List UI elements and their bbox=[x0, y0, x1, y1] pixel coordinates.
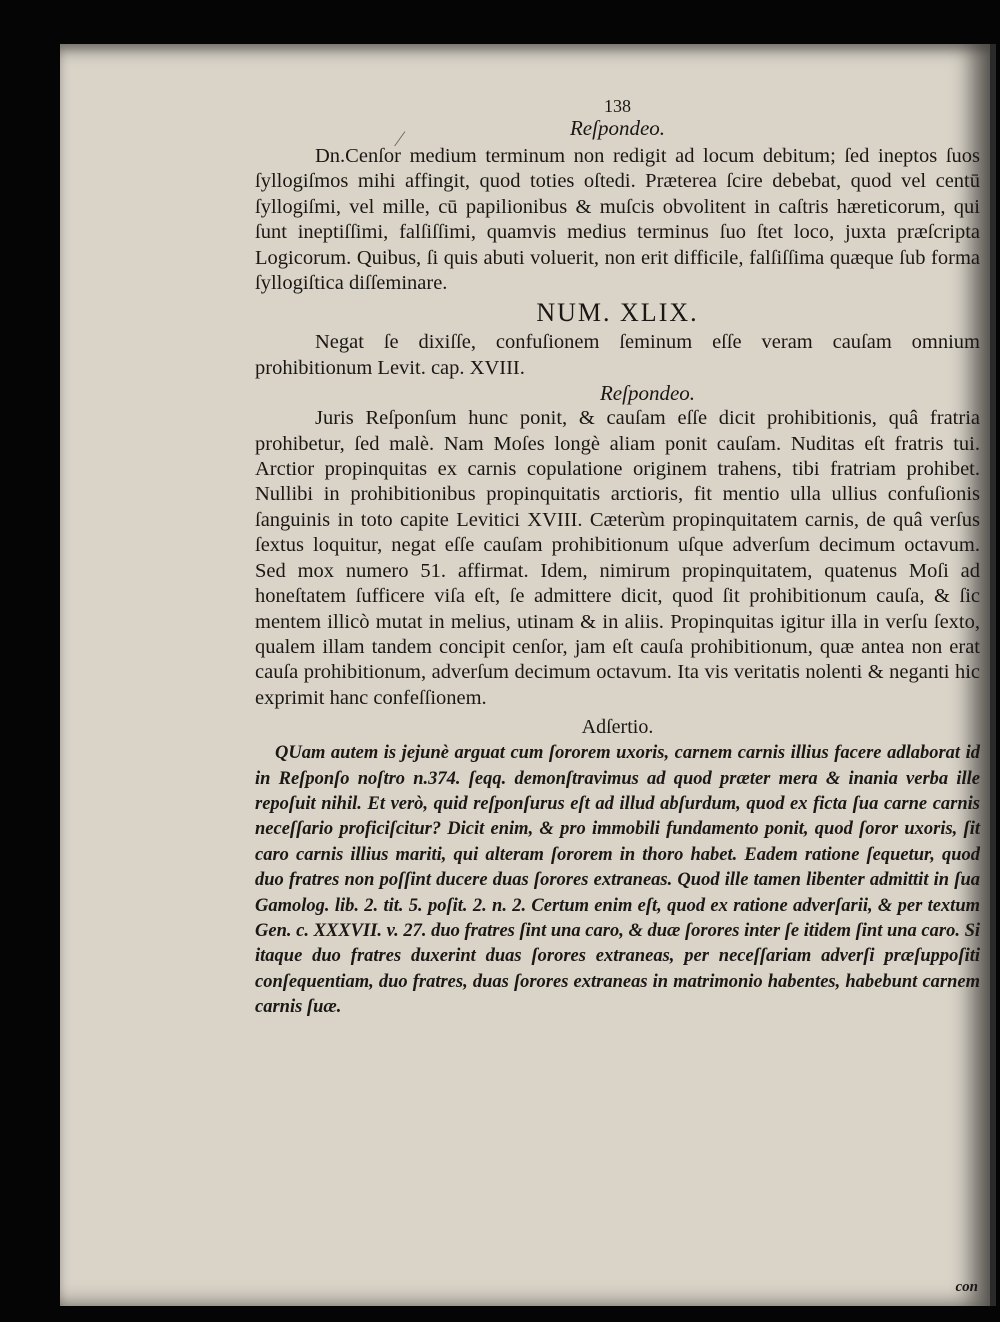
page-text bbox=[255, 96, 980, 1021]
paragraph-negat: Negat ſe dixiſſe, confuſionem ſeminum eſſe veram cauſam omnium prohibitionum Levit. cap. XVIII. bbox=[255, 331, 980, 379]
pen-stroke-mark: ⁄ bbox=[398, 126, 402, 151]
section-heading-adsertio: Adſertio. bbox=[581, 716, 654, 739]
paragraph-censor-medium: Dn.Cenſor medium terminum non redigit ad locum debitum; ſed ineptos ſuos ſyllogiſmos mihi affingit, quod toties oſtedi. Præterea ſcire debebat, quod vel centū ſyllogiſmi, vel mille, cū papilionibus & muſcis obvolitent in caſtris hæreticorum, qui ſunt ineptiſſimi, falſiſſimi, quamvis medius terminus ſuo ſtet loco, juxta præſcripta Logicorum. Quibus, ſi quis abuti voluerit, non erit difficile, falſiſſima quæque ſub forma ſyllogiſtica diſſeminare. bbox=[255, 145, 980, 295]
section-heading-respondeo-1: Reſpondeo. bbox=[569, 116, 666, 140]
catchword: con bbox=[955, 1279, 978, 1295]
page-number: 138 bbox=[604, 96, 631, 116]
book-page bbox=[60, 44, 996, 1306]
section-heading-respondeo-2: Reſpondeo. bbox=[599, 381, 696, 406]
section-heading-num-xlix: NUM. XLIX. bbox=[536, 298, 699, 328]
paragraph-adsertio: QUam autem is jejunè arguat cum ſororem uxoris, carnem carnis illius facere adlaborat id in Reſponſo noſtro n.374. ſeqq. demonſtravimus ad quod præter mera & inania verba ille repoſuit nihil. Et verò, quid reſponſurus eſt ad illud abſurdum, quod ex ficta ſua carne carnis neceſſario proficiſcitur? Dicit enim, & pro immobili fundamento ponit, quod ſoror uxoris, ſit caro carnis illius mariti, qui alteram ſororem in thoro habet. Eadem ratione ſequetur, quod duo fratres non poſſint ducere duas ſorores extraneas. Quod ille tamen libenter admittit in ſua Gamolog. lib. 2. tit. 5. poſit. 2. n. 2. Certum enim eſt, quod ex ratione adverſarii, & per textum Gen. c. XXXVII. v. 27. duo fratres ſint una caro, & duæ ſorores inter ſe itidem ſint una caro. Si itaque duo fratres duxerint duas ſorores extraneas, per neceſſariam adverſi præſuppoſiti conſequentiam, duo fratres, duas ſorores extraneas in matrimonio habentes, habebunt carnem carnis ſuæ. bbox=[255, 743, 980, 1018]
paragraph-juris-responsum: Juris Reſponſum hunc ponit, & cauſam eſſe dicit prohibitionis, quâ fratria prohibetur, ſed malè. Nam Moſes longè aliam ponit cauſam. Nuditas eſt fratris tui. Arctior propinquitas ex carnis copulatione originem trahens, tibi fratriam prohibet. Nullibi in prohibitionibus propinquitatis arctioris, fit mentio ulla ullius confuſionis ſanguinis in toto capite Levitici XVIII. Cæterùm propinquitatem carnis, de quâ verſus ſextus loquitur, negat eſſe cauſam prohibitionum uſque adverſum decimum octavum. Sed mox numero 51. affirmat. Idem, nimirum propinquitatem, quatenus Moſi ad honeſtatem ſufficere viſa eſt, ſe admittere dicit, quod ſit prohibitionum cauſa, & ſic mentem illicò mutat in melius, utinam & in aliis. Propinquitas igitur illa in verſu ſexto, qualem illam tandem concipit cenſor, jam eſt cauſa prohibitionum, quæ antea non erat cauſa prohibitionum, adverſum decimum octavum. Ita vis veritatis nolenti & neganti hic exprimit hanc confeſſionem. bbox=[255, 407, 980, 709]
